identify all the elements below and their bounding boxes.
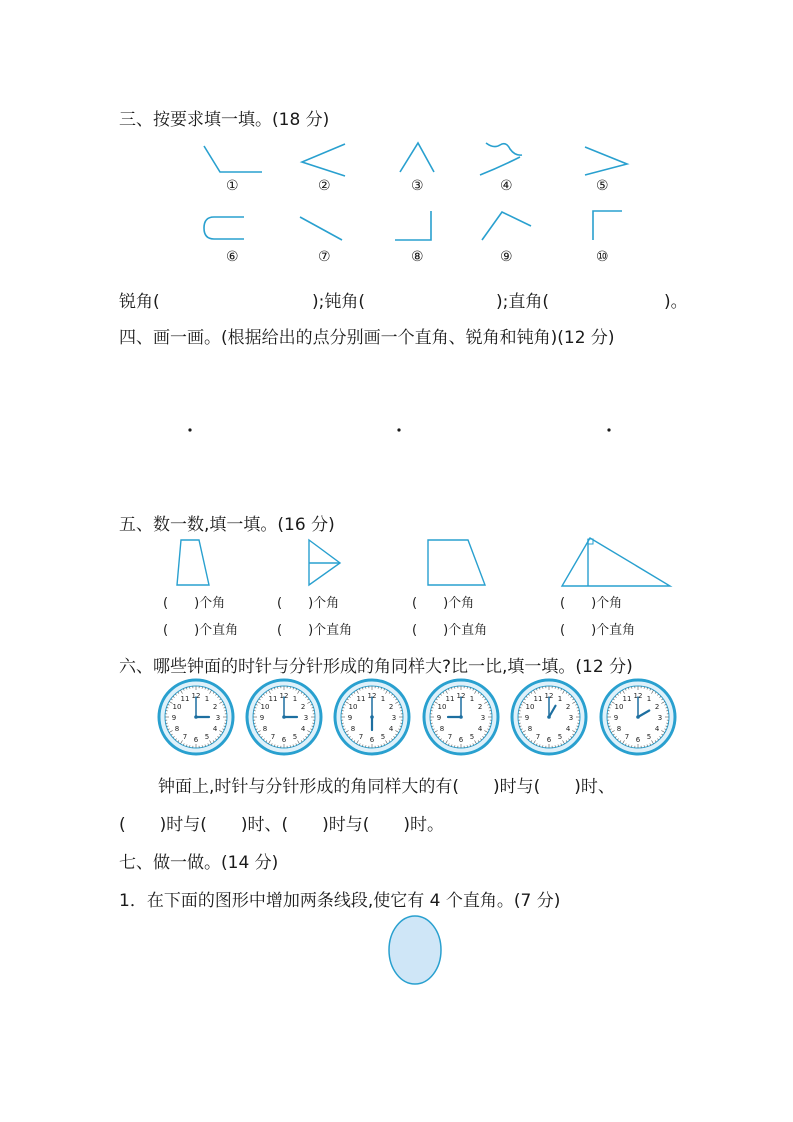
fig2-right-blank: ( )个直角 [277,623,353,638]
obtuse-answer-label: );钝角( [312,292,365,312]
section7-question-1: 1．在下面的图形中增加两条线段,使它有 4 个直角。(7 分) [119,891,561,911]
clock-number: 11 [268,694,278,703]
clock-number: 3 [568,714,574,722]
clock-number: 7 [447,733,453,742]
clock-number: 3 [657,714,663,722]
figure-label-6: ⑥ [226,249,239,265]
clock-number: 11 [356,694,366,703]
figure-label-3: ③ [411,178,424,194]
clock-number: 11 [180,694,190,703]
clock-face [601,680,675,754]
right-answer-label: );直角( [496,292,549,312]
figure-label-8: ⑧ [411,249,424,265]
clock-number: 12 [367,692,377,700]
figure-label-10: ⑩ [596,249,609,265]
clock-number: 8 [616,725,622,733]
clock-number: 12 [633,692,643,700]
clock-number: 12 [279,692,289,700]
clock-face [159,680,233,754]
clock-number: 8 [527,725,533,733]
clock-number: 2 [654,703,660,711]
clock-number: 7 [270,733,276,742]
clock-number: 10 [614,703,624,711]
figure-label-9: ⑨ [500,249,513,265]
clock-number: 3 [480,714,486,722]
clock-number: 4 [565,725,571,733]
answer-line-end: )。 [664,292,688,312]
clock-number: 11 [445,694,455,703]
clock-number: 12 [456,692,466,700]
fig3-angle-blank: ( )个角 [412,596,475,611]
clock-number: 9 [259,714,265,722]
section3-heading: 三、按要求填一填。(18 分) [119,110,330,130]
figure-label-2: ② [318,178,331,194]
clock-number: 7 [182,733,188,742]
clock-number: 11 [622,694,632,703]
figure-label-7: ⑦ [318,249,331,265]
fig1-angle-blank: ( )个角 [163,596,226,611]
section6-heading: 六、哪些钟面的时针与分针形成的角同样大?比一比,填一填。(12 分) [119,657,633,677]
clock-number: 7 [535,733,541,742]
clock-number: 12 [191,692,201,700]
clock-number: 6 [193,736,199,744]
fig1-right-blank: ( )个直角 [163,623,239,638]
clock-number: 3 [303,714,309,722]
compare-line-2: ( )时与( )时、( )时与( )时。 [119,815,445,835]
clock-face [247,680,321,754]
clock-face [512,680,586,754]
clock-number: 4 [300,725,306,733]
clock-number: 8 [439,725,445,733]
clock-number: 2 [477,703,483,711]
clock-face [335,680,409,754]
figure-label-4: ④ [500,178,513,194]
clock-number: 5 [204,733,210,742]
clock-number: 1 [204,694,210,703]
clock-number: 1 [646,694,652,703]
section5-heading: 五、数一数,填一填。(16 分) [119,515,335,535]
compare-line-1: 钟面上,时针与分针形成的角同样大的有( )时与( )时、 [158,777,615,797]
clock-number: 1 [557,694,563,703]
clock-number: 1 [469,694,475,703]
clock-number: 6 [546,736,552,744]
clock-number: 3 [391,714,397,722]
clock-number: 5 [292,733,298,742]
clock-number: 8 [262,725,268,733]
clock-number: 4 [212,725,218,733]
clock-number: 8 [350,725,356,733]
clock-number: 5 [380,733,386,742]
clock-number: 2 [565,703,571,711]
clock-number: 10 [172,703,182,711]
clock-number: 7 [358,733,364,742]
clock-number: 6 [369,736,375,744]
figure-label-1: ① [226,178,239,194]
clock-number: 10 [348,703,358,711]
clock-number: 9 [171,714,177,722]
clock-number: 5 [557,733,563,742]
fig2-angle-blank: ( )个角 [277,596,340,611]
clock-number: 4 [654,725,660,733]
figure-label-5: ⑤ [596,178,609,194]
clock-number: 3 [215,714,221,722]
clock-number: 4 [477,725,483,733]
fig4-right-blank: ( )个直角 [560,623,636,638]
clock-number: 6 [458,736,464,744]
clock-number: 5 [646,733,652,742]
clock-number: 10 [525,703,535,711]
clock-number: 9 [524,714,530,722]
clock-face [424,680,498,754]
clock-number: 6 [281,736,287,744]
clock-number: 6 [635,736,641,744]
clock-number: 4 [388,725,394,733]
clock-number: 10 [260,703,270,711]
fig3-right-blank: ( )个直角 [412,623,488,638]
clock-number: 7 [624,733,630,742]
clock-number: 9 [347,714,353,722]
clock-number: 10 [437,703,447,711]
clock-number: 9 [436,714,442,722]
clock-number: 11 [533,694,543,703]
fig4-angle-blank: ( )个角 [560,596,623,611]
section4-heading: 四、画一画。(根据给出的点分别画一个直角、锐角和钝角)(12 分) [119,328,615,348]
acute-answer-label: 锐角( [119,292,160,312]
clock-number: 9 [613,714,619,722]
clock-number: 1 [380,694,386,703]
section7-heading: 七、做一做。(14 分) [119,853,279,873]
clock-number: 12 [544,692,554,700]
clock-number: 1 [292,694,298,703]
clock-number: 2 [212,703,218,711]
clock-number: 5 [469,733,475,742]
clock-number: 2 [388,703,394,711]
clock-number: 2 [300,703,306,711]
clock-number: 8 [174,725,180,733]
